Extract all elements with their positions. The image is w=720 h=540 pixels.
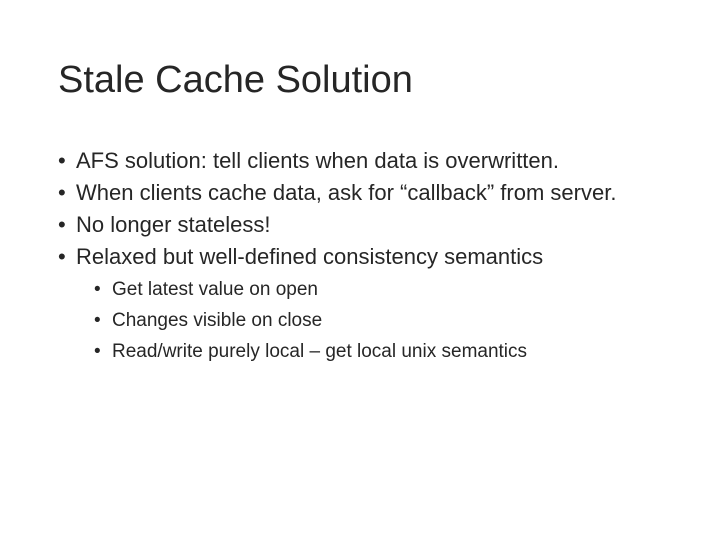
slide-title: Stale Cache Solution bbox=[58, 59, 413, 101]
bullet-marker: • bbox=[58, 212, 66, 237]
bullet-text: When clients cache data, ask for “callback” from server. bbox=[76, 180, 617, 205]
bullet-item bbox=[58, 210, 658, 240]
bullet-item bbox=[58, 242, 658, 272]
sub-bullet-text: Get latest value on open bbox=[112, 279, 318, 300]
sub-bullet-list bbox=[58, 274, 658, 367]
bullet-marker: • bbox=[58, 180, 66, 205]
sub-bullet-item bbox=[58, 305, 658, 336]
sub-bullet-text: Read/write purely local – get local unix semantics bbox=[112, 341, 528, 362]
bullet-item bbox=[58, 146, 658, 176]
bullet-marker: • bbox=[58, 244, 66, 269]
sub-bullet-item bbox=[58, 274, 658, 305]
sub-bullet-text: Changes visible on close bbox=[112, 310, 323, 331]
sub-bullet-marker: • bbox=[94, 341, 101, 362]
bullet-item bbox=[58, 178, 658, 208]
sub-bullet-marker: • bbox=[94, 279, 101, 300]
sub-bullet-marker: • bbox=[94, 310, 101, 331]
slide-body bbox=[58, 146, 658, 367]
bullet-text: Relaxed but well-defined consistency semantics bbox=[76, 244, 544, 269]
bullet-text: AFS solution: tell clients when data is overwritten. bbox=[76, 148, 560, 173]
sub-bullet-item bbox=[58, 336, 658, 367]
bullet-marker: • bbox=[58, 148, 66, 173]
bullet-text: No longer stateless! bbox=[76, 212, 271, 237]
